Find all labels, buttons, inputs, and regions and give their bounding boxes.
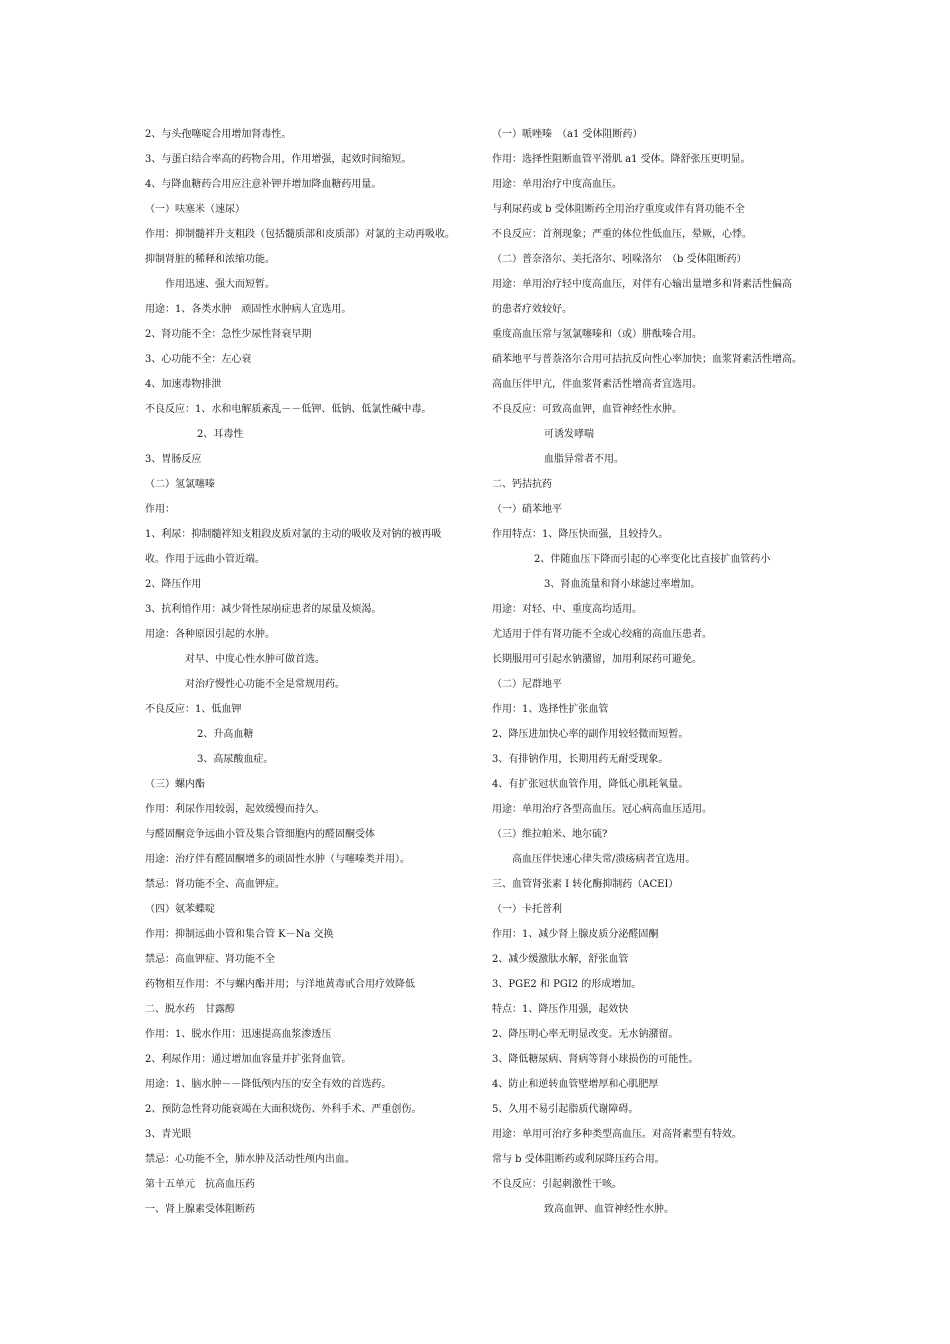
- text-line: 不良反应：1、水和电解质紊乱－－低钾、低钠、低氯性碱中毒。: [145, 404, 432, 415]
- text-line: 2、与头孢噻啶合用增加肾毒性。: [145, 129, 292, 140]
- text-line: 抑制肾脏的稀释和浓缩功能。: [145, 254, 275, 265]
- text-line: 作用：选择性阻断血管平滑肌 a1 受体。降舒张压更明显。: [492, 154, 751, 165]
- text-line: 三、血管肾张素 I 转化酶抑制药（ACEI）: [492, 879, 679, 890]
- text-line: 4、与降血糖药合用应注意补钾并增加降血糖药用量。: [145, 179, 382, 190]
- text-line: 不良反应：1、低血钾: [145, 704, 242, 715]
- text-line: 禁忌：肾功能不全、高血钾症。: [145, 879, 285, 890]
- text-line: 3、与蛋白结合率高的药物合用，作用增强，起效时间缩短。: [145, 154, 412, 165]
- text-line: 二、钙拮抗药: [492, 479, 552, 490]
- text-line: （一）哌唑嗪 （a1 受体阻断药）: [492, 129, 643, 140]
- text-line: 3、PGE2 和 PGI2 的形成增加。: [492, 979, 642, 990]
- right-column: [492, 126, 822, 1226]
- text-line: 作用：1、脱水作用：迅速提高血浆渗透压: [145, 1029, 332, 1040]
- text-line: 常与 b 受体阻断药或利尿降压药合用。: [492, 1154, 665, 1165]
- text-line: 不良反应：首剂现象；严重的体位性低血压，晕厥，心悸。: [492, 229, 752, 240]
- text-line: （四）氨苯蝶啶: [145, 904, 215, 915]
- text-line: 3、抗利悄作用：减少肾性尿崩症患者的尿量及烦渴。: [145, 604, 382, 615]
- left-column: [145, 126, 485, 1226]
- text-line: 用途：治疗伴有醛固酮增多的顽固性水肿（与噻嗪类并用）。: [145, 854, 410, 865]
- text-line: 不良反应：可致高血钾，血管神经性水肿。: [492, 404, 682, 415]
- text-line: 二、脱水药 甘露醇: [145, 1004, 235, 1015]
- text-line: 对治疗慢性心功能不全是常规用药。: [185, 679, 345, 690]
- text-line: 尤适用于伴有肾功能不全或心绞痛的高血压患者。: [492, 629, 712, 640]
- text-line: 第十五单元 抗高血压药: [145, 1179, 255, 1190]
- text-line: 硝苯地平与普萘洛尔合用可拮抗反向性心率加快；血浆肾素活性增高。: [492, 354, 802, 365]
- text-line: 2、升高血糖: [197, 729, 254, 740]
- text-line: 对早、中度心性水肿可做首选。: [185, 654, 325, 665]
- text-line: 3、青光眼: [145, 1129, 192, 1140]
- text-line: 作用特点：1、降压快而强，且较持久。: [492, 529, 669, 540]
- text-line: 2、伴随血压下降而引起的心率变化比直接扩血管药小: [534, 554, 771, 565]
- text-line: 2、耳毒性: [197, 429, 244, 440]
- text-line: 禁忌：高血钾症、肾功能不全: [145, 954, 275, 965]
- text-line: 5、久用不易引起脂质代谢障碍。: [492, 1104, 639, 1115]
- text-line: 用途：1、脑水肿－－降低颅内压的安全有效的首选药。: [145, 1079, 392, 1090]
- text-line: 作用迅速、强大而短暂。: [165, 279, 275, 290]
- text-line: （二）氢氯噻嗪: [145, 479, 215, 490]
- text-line: 3、高尿酸血症。: [197, 754, 274, 765]
- text-line: 4、防止和逆转血管壁增厚和心肌肥厚: [492, 1079, 659, 1090]
- text-line: 用途：单用可治疗多种类型高血压。对高肾素型有特效。: [492, 1129, 742, 1140]
- text-line: 2、利尿作用：通过增加血容量并扩张肾血管。: [145, 1054, 352, 1065]
- text-line: 作用：1、减少肾上腺皮质分泌醛固酮: [492, 929, 659, 940]
- text-line: 作用：1、选择性扩张血管: [492, 704, 609, 715]
- text-line: 的患者疗效较好。: [492, 304, 572, 315]
- text-line: 作用：利尿作用较弱，起效缓慢而持久。: [145, 804, 325, 815]
- text-line: 高血压伴快速心律失常/溃疡病者宜选用。: [512, 854, 696, 865]
- text-line: 与醛固酮竞争远曲小管及集合管细胞内的醛固酮受体: [145, 829, 375, 840]
- text-line: 用途：单用治疗各型高血压。冠心病高血压适用。: [492, 804, 712, 815]
- text-line: 2、降压进加快心率的副作用较轻微而短暂。: [492, 729, 689, 740]
- text-line: 3、降低糖尿病、肾病等肾小球损伤的可能性。: [492, 1054, 699, 1065]
- text-line: 一、肾上腺素受体阻断药: [145, 1204, 255, 1215]
- text-line: 禁忌：心功能不全，肺水肿及活动性颅内出血。: [145, 1154, 355, 1165]
- text-line: （一）硝苯地平: [492, 504, 562, 515]
- text-line: 血脂异常者不用。: [544, 454, 624, 465]
- text-line: 作用：: [145, 504, 175, 515]
- text-line: （一）卡托普利: [492, 904, 562, 915]
- text-line: 用途：单用治疗中度高血压。: [492, 179, 622, 190]
- text-line: 与利尿药或 b 受体阻断药全用治疗重度或伴有肾功能不全: [492, 204, 745, 215]
- text-line: 用途：对轻、中、重度高均适用。: [492, 604, 642, 615]
- text-line: 作用：抑制远曲小管和集合管 K－Na 交换: [145, 929, 334, 940]
- text-line: （二）尼群地平: [492, 679, 562, 690]
- text-line: 收。作用于远曲小管近端。: [145, 554, 265, 565]
- text-line: （三）维拉帕米、地尔硫?: [492, 829, 608, 840]
- text-line: 可诱发哮喘: [544, 429, 594, 440]
- text-line: 用途：1、各类水肿 顽固性水肿病人宜选用。: [145, 304, 352, 315]
- text-line: 2、肾功能不全：急性少尿性肾衰早期: [145, 329, 312, 340]
- text-line: 2、预防急性肾功能衰竭在大面积烧伤、外科手术、严重创伤。: [145, 1104, 422, 1115]
- text-line: 3、肾血流量和肾小球滤过率增加。: [544, 579, 701, 590]
- text-line: 用途：单用治疗轻中度高血压，对伴有心输出量增多和肾素活性偏高: [492, 279, 792, 290]
- text-line: 2、降压作用: [145, 579, 202, 590]
- text-line: 1、利尿：抑制髓袢知支粗段皮质对氯的主动的吸收及对钠的被再吸: [145, 529, 442, 540]
- text-line: 4、有扩张冠状血管作用，降低心肌耗氧量。: [492, 779, 689, 790]
- text-line: （三）螺内酯: [145, 779, 205, 790]
- text-line: 特点：1、降压作用强，起效快: [492, 1004, 629, 1015]
- text-line: （二）普奈洛尔、美托洛尔、吲哚洛尔 （b 受体阻断药）: [492, 254, 747, 265]
- text-line: 重度高血压常与氢氯噻嗪和（或）肼酞嗪合用。: [492, 329, 702, 340]
- text-line: 2、降压明心率无明显改变。无水钠潴留。: [492, 1029, 679, 1040]
- text-line: 高血压伴甲亢，伴血浆肾素活性增高者宜选用。: [492, 379, 702, 390]
- text-line: 作用：抑制髓袢升支粗段（包括髓质部和皮质部）对氯的主动再吸收。: [145, 229, 455, 240]
- text-line: 长期服用可引起水钠潴留，加用利尿药可避免。: [492, 654, 702, 665]
- text-line: 3、心功能不全：左心衰: [145, 354, 252, 365]
- text-line: 2、减少缓激肽水解，舒张血管: [492, 954, 629, 965]
- text-line: 4、加速毒物排泄: [145, 379, 222, 390]
- text-line: 致高血钾、血管神经性水肿。: [544, 1204, 674, 1215]
- text-line: 3、有排钠作用，长期用药无耐受现象。: [492, 754, 669, 765]
- text-line: 用途：各种原因引起的水肿。: [145, 629, 275, 640]
- text-line: 不良反应：引起刺激性干咳。: [492, 1179, 622, 1190]
- text-line: （一）呋塞米（速尿）: [145, 204, 245, 215]
- text-line: 3、胃肠反应: [145, 454, 202, 465]
- text-line: 药物相互作用：不与螺内酯并用；与洋地黄毒甙合用疗效降低: [145, 979, 415, 990]
